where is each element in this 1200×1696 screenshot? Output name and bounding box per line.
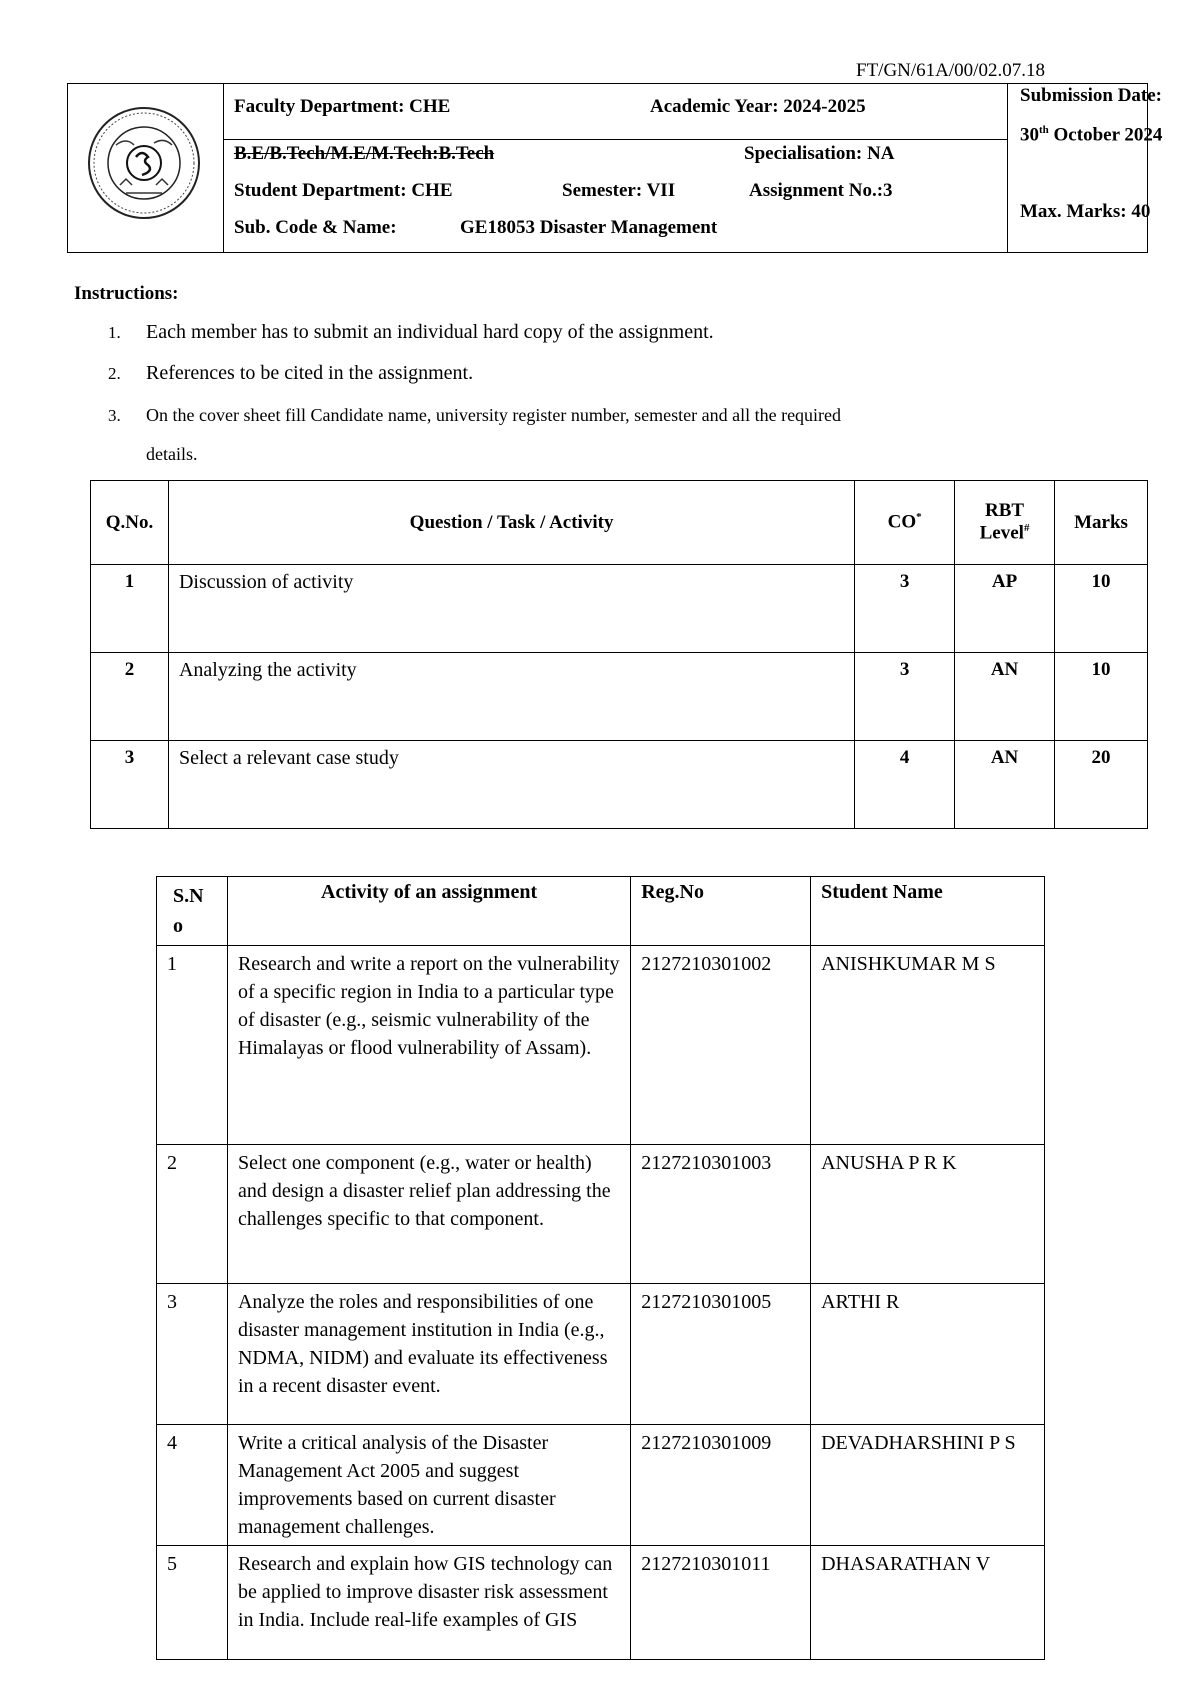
marks-cell: 10 <box>1055 565 1148 653</box>
sno-cell: 2 <box>157 1145 228 1284</box>
table-row <box>157 1546 1045 1660</box>
task-cell: Discussion of activity <box>168 565 854 653</box>
header-student-name: Student Name <box>811 877 1045 946</box>
instruction-continuation: details. <box>146 444 198 464</box>
sno-cell: 5 <box>157 1546 228 1660</box>
student-name-cell: DHASARATHAN V <box>811 1546 1045 1660</box>
rbt-cell: AN <box>955 653 1055 741</box>
instruction-text: References to be cited in the assignment. <box>146 362 474 384</box>
regno-cell: 2127210301005 <box>631 1284 811 1425</box>
degree-struck-options: B.E/B.Tech/M.E/M.Tech: <box>234 143 439 164</box>
regno-cell: 2127210301002 <box>631 946 811 1145</box>
header-regno: Reg.No <box>631 877 811 946</box>
subject-code-label: Sub. Code & Name: <box>234 217 397 238</box>
qno-cell: 2 <box>91 653 169 741</box>
max-marks: Max. Marks: 40 <box>1020 201 1151 222</box>
instruction-text: On the cover sheet fill Candidate name, university register number, semester and all the required <box>146 405 842 425</box>
header-co <box>855 481 955 565</box>
student-department: Student Department: CHE <box>234 180 453 201</box>
header-co-marker: * <box>916 511 922 524</box>
college-logo-cell <box>68 84 224 252</box>
college-seal-icon <box>86 105 202 221</box>
marks-cell: 10 <box>1055 653 1148 741</box>
faculty-department: Faculty Department: CHE <box>234 96 451 117</box>
header-rbt-line1: RBT <box>985 500 1025 522</box>
table-row <box>91 741 1148 829</box>
activity-cell: Research and explain how GIS technology can be applied to improve disaster risk assessment in India. Include real-life examples of GIS <box>227 1546 630 1660</box>
table-row <box>91 565 1148 653</box>
marks-cell: 20 <box>1055 741 1148 829</box>
co-cell: 3 <box>855 653 955 741</box>
qno-cell: 3 <box>91 741 169 829</box>
degree <box>234 143 494 165</box>
submission-month-year: October 2024 <box>1053 124 1163 146</box>
header-rbt-line2: Level <box>979 522 1024 544</box>
assignment-number: Assignment No.:3 <box>749 180 893 201</box>
rbt-cell: AP <box>955 565 1055 653</box>
student-table-header <box>157 877 1045 946</box>
header-co-label: CO <box>887 511 917 533</box>
header-box <box>67 83 1163 253</box>
submission-date-label: Submission Date: <box>1020 85 1162 106</box>
submission-day: 30 <box>1020 124 1039 146</box>
regno-cell: 2127210301011 <box>631 1546 811 1660</box>
sno-cell: 4 <box>157 1425 228 1546</box>
header-sno: S.N o <box>157 877 228 946</box>
rbt-cell: AN <box>955 741 1055 829</box>
table-row <box>157 1425 1045 1546</box>
table-row <box>157 1145 1045 1284</box>
header-marks: Marks <box>1055 481 1148 565</box>
task-cell: Select a relevant case study <box>168 741 854 829</box>
question-table-header <box>91 481 1148 565</box>
table-row <box>157 946 1045 1145</box>
table-row <box>157 1284 1045 1425</box>
student-assignment-table <box>156 876 1045 1660</box>
sno-cell: 1 <box>157 946 228 1145</box>
instruction-text: Each member has to submit an individual hard copy of the assignment. <box>146 321 714 343</box>
student-name-cell: DEVADHARSHINI P S <box>811 1425 1045 1546</box>
submission-day-suffix: th <box>1039 124 1049 136</box>
instruction-item <box>108 321 714 344</box>
instructions-heading: Instructions: <box>74 283 179 304</box>
instruction-number: 3. <box>108 406 121 425</box>
question-table <box>90 480 1148 829</box>
header-task: Question / Task / Activity <box>168 481 854 565</box>
co-cell: 4 <box>855 741 955 829</box>
academic-year: Academic Year: 2024-2025 <box>650 96 866 117</box>
subject-code-name: GE18053 Disaster Management <box>460 217 718 238</box>
document-code: FT/GN/61A/00/02.07.18 <box>856 60 1045 81</box>
header-divider <box>224 139 1008 140</box>
activity-cell: Write a critical analysis of the Disaster Management Act 2005 and suggest improvements based on current disaster management challenges. <box>227 1425 630 1546</box>
instruction-item <box>108 405 841 426</box>
regno-cell: 2127210301009 <box>631 1425 811 1546</box>
task-cell: Analyzing the activity <box>168 653 854 741</box>
activity-cell: Research and write a report on the vulnerability of a specific region in India to a particular type of disaster (e.g., seismic vulnerability of the Himalayas or flood vulnerability of Assam). <box>227 946 630 1145</box>
degree-value: B.Tech <box>438 143 495 164</box>
activity-cell: Select one component (e.g., water or health) and design a disaster relief plan addressing the challenges specific to that component. <box>227 1145 630 1284</box>
instruction-number: 1. <box>108 323 121 342</box>
header-rbt <box>955 481 1055 565</box>
header-rbt-marker: # <box>1023 522 1030 535</box>
specialisation: Specialisation: NA <box>744 143 895 164</box>
sno-cell: 3 <box>157 1284 228 1425</box>
submission-date <box>1020 124 1162 146</box>
student-name-cell: ARTHI R <box>811 1284 1045 1425</box>
header-qno: Q.No. <box>91 481 169 565</box>
instruction-number: 2. <box>108 364 121 383</box>
instruction-item <box>108 362 473 385</box>
header-activity: Activity of an assignment <box>227 877 630 946</box>
table-row <box>91 653 1148 741</box>
submission-cell <box>1007 84 1163 252</box>
qno-cell: 1 <box>91 565 169 653</box>
student-name-cell: ANISHKUMAR M S <box>811 946 1045 1145</box>
co-cell: 3 <box>855 565 955 653</box>
student-name-cell: ANUSHA P R K <box>811 1145 1045 1284</box>
regno-cell: 2127210301003 <box>631 1145 811 1284</box>
activity-cell: Analyze the roles and responsibilities of one disaster management institution in India (e.g., NDMA, NIDM) and evaluate its effectiveness in a recent disaster event. <box>227 1284 630 1425</box>
header-rbt-line2-wrap <box>956 522 1053 544</box>
semester: Semester: VII <box>562 180 676 201</box>
